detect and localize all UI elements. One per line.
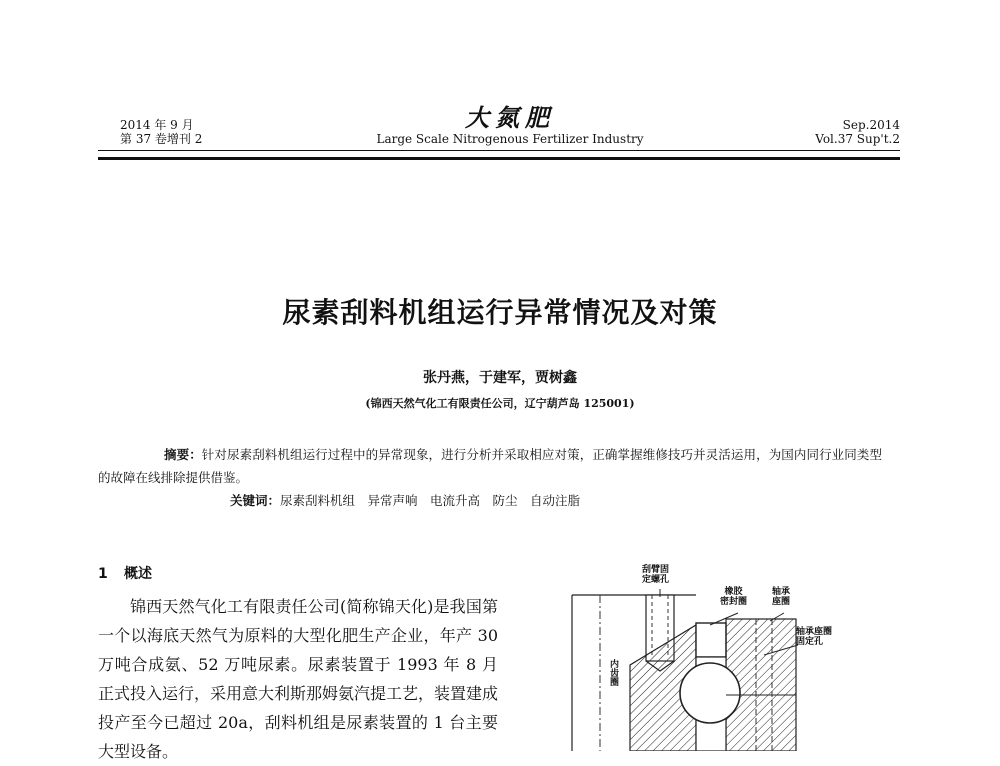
label-scraper-hole: 刮臂固 定螺孔 <box>642 565 670 585</box>
page-title: 尿素刮料机组运行异常情况及对策 <box>282 296 718 329</box>
journal-logo: 大氮肥 <box>465 103 555 132</box>
volume-cn: 第 37 卷增刊 2 <box>120 132 203 146</box>
authors: 张丹燕，于建军，贾树鑫 <box>423 370 577 386</box>
keywords <box>98 489 882 512</box>
keywords-label: 关键词： <box>230 493 281 508</box>
body-paragraph: 锦西天然气化工有限责任公司(简称锦天化)是我国第一个以海底天然气为原料的大型化肥生产企业，年产 30 万吨合成氨、52 万吨尿素。尿素装置于 1993 年 8 月正式投入运行，采用意大利斯那姆氨汽提工艺，装置建成投产至今已超过 20a，刮料机组是尿素装置的 1 台主要大型设备。 <box>98 597 499 761</box>
affiliation: (锦西天然气化工有限责任公司，辽宁葫芦岛 125001) <box>365 397 635 410</box>
label-rubber-seal: 橡胶 密封圈 <box>720 587 748 607</box>
section-number: 1 <box>98 566 108 582</box>
header-left <box>120 118 202 146</box>
keywords-text: 尿素刮料机组 异常声响 电流升高 防尘 自动注脂 <box>280 493 581 508</box>
issue-date-en: Sep.2014 <box>842 118 900 132</box>
section-body <box>98 592 498 766</box>
seal-block <box>696 623 726 657</box>
header-center <box>360 104 660 146</box>
abstract-label: 摘要： <box>164 447 202 462</box>
abstract-text: 针对尿素刮料机组运行过程中的异常现象，进行分析并采取相应对策，正确掌握维修技巧并灵活运用，为国内同行业同类型的故障在线排除提供借鉴。 <box>98 447 882 485</box>
header-rule-thin <box>98 150 900 151</box>
header-rule-thick <box>98 157 900 160</box>
section-heading <box>98 565 152 583</box>
volume-en: Vol.37 Sup't.2 <box>815 132 900 146</box>
bearing-figure <box>560 555 900 751</box>
rolling-ball <box>680 663 740 723</box>
bearing-drawing <box>560 555 900 751</box>
header-right <box>815 118 900 146</box>
label-bearing-seat: 轴承 座圈 <box>772 587 791 607</box>
abstract-block <box>98 443 882 512</box>
issue-date-cn: 2014 年 9 月 <box>120 118 194 132</box>
label-seat-fix-hole: 轴承座圈 固定孔 <box>796 627 833 647</box>
section-title: 概述 <box>124 566 152 582</box>
label-inner-gear: 内齿圈 <box>608 659 618 686</box>
abstract <box>98 443 882 489</box>
journal-name-en: Large Scale Nitrogenous Fertilizer Industry <box>376 132 644 146</box>
